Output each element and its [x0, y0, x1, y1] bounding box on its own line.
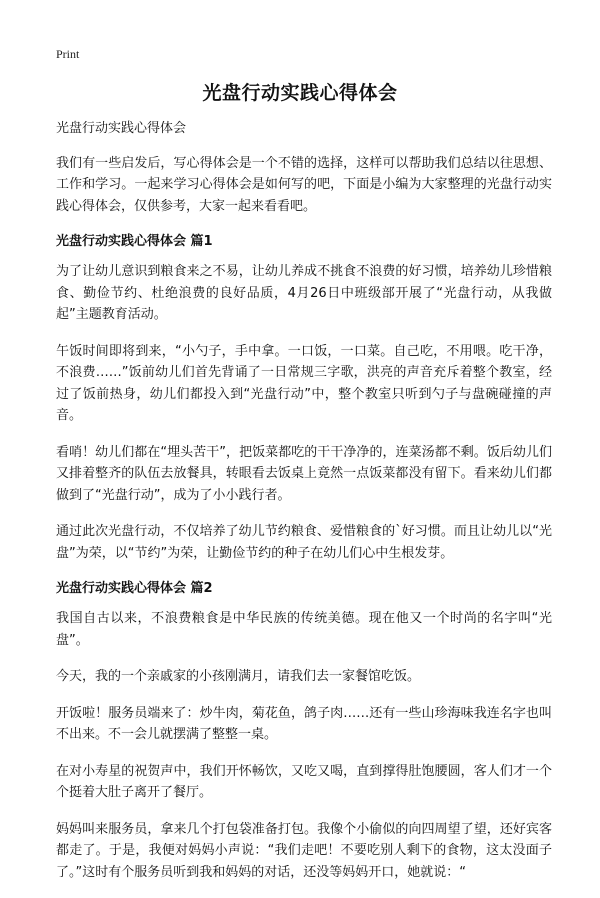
- section-1-paragraph-3: 看哨！幼儿们都在“埋头苦干”，把饭菜都吃的干干净净的，连菜汤都不剩。饭后幼儿们又排着整齐的队伍去放餐具，转眼看去饭桌上竟然一点饭菜都没有留下。看来幼儿们都做到了“光盘行动”，成为了小小践行者。: [56, 444, 552, 503]
- section-2-paragraph-4: 在对小寿星的祝贺声中，我们开怀畅饮，又吃又喝，直到撑得肚饱腰圆，客人们才一个个挺着大肚子离开了餐厅。: [56, 763, 552, 800]
- document-subtitle: 光盘行动实践心得体会: [56, 121, 187, 136]
- section-2-paragraph-1: 我国自古以来，不浪费粮食是中华民族的传统美德。现在他又一个时尚的名字叫“光盘”。: [56, 611, 552, 648]
- document-body: [56, 118, 552, 898]
- section-1-paragraph-4: 通过此次光盘行动，不仅培养了幼儿节约粮食、爱惜粮食的`好习惯。而且让幼儿以“光盘”为荣，以“节约”为荣，让勤俭节约的种子在幼儿们心中生根发芽。: [56, 524, 552, 561]
- document-title: 光盘行动实践心得体会: [202, 82, 398, 104]
- section-heading-1: 光盘行动实践心得体会 篇1: [56, 234, 213, 249]
- section-1-paragraph-2: 午饭时间即将到来，“小勺子，手中拿。一口饭，一口菜。自己吃，不用喂。吃干净，不浪费……”饭前幼儿们首先背诵了一日常规三字歌，洪亮的声音充斥着整个教室，经过了饭前热身，幼儿们都投入到“光盘行动”中，整个教室只听到勺子与盘碗碰撞的声音。: [56, 343, 552, 423]
- section-2-paragraph-5: 妈妈叫来服务员，拿来几个打包袋准备打包。我像个小偷似的向四周望了望，还好宾客都走了。于是，我便对妈妈小声说：“我们走吧！不要吃别人剩下的食物，这太没面子了。”这时有个服务员听到我和妈妈的对话，还没等妈妈开口，她就说：“: [56, 821, 552, 880]
- section-1-paragraph-1: 为了让幼儿意识到粮食来之不易，让幼儿养成不挑食不浪费的好习惯，培养幼儿珍惜粮食、勤俭节约、杜绝浪费的良好品质，4月26日中班级部开展了“光盘行动，从我做起”主题教育活动。: [56, 264, 552, 322]
- intro-paragraph: 我们有一些启发后，写心得体会是一个不错的选择，这样可以帮助我们总结以往思想、工作和学习。一起来学习心得体会是如何写的吧，下面是小编为大家整理的光盘行动实践心得体会，仅供参考，大家一起来看看吧。: [56, 155, 552, 214]
- section-2-paragraph-2: 今天，我的一个亲戚家的小孩刚满月，请我们去一家餐馆吃饭。: [56, 669, 421, 684]
- section-2-paragraph-3: 开饭啦！服务员端来了：炒牛肉，菊花鱼，鸽子肉……还有一些山珍海味我连名字也叫不出来。不一会儿就摆满了整整一桌。: [56, 705, 552, 742]
- print-link[interactable]: Print: [56, 47, 80, 61]
- section-heading-2: 光盘行动实践心得体会 篇2: [56, 581, 213, 596]
